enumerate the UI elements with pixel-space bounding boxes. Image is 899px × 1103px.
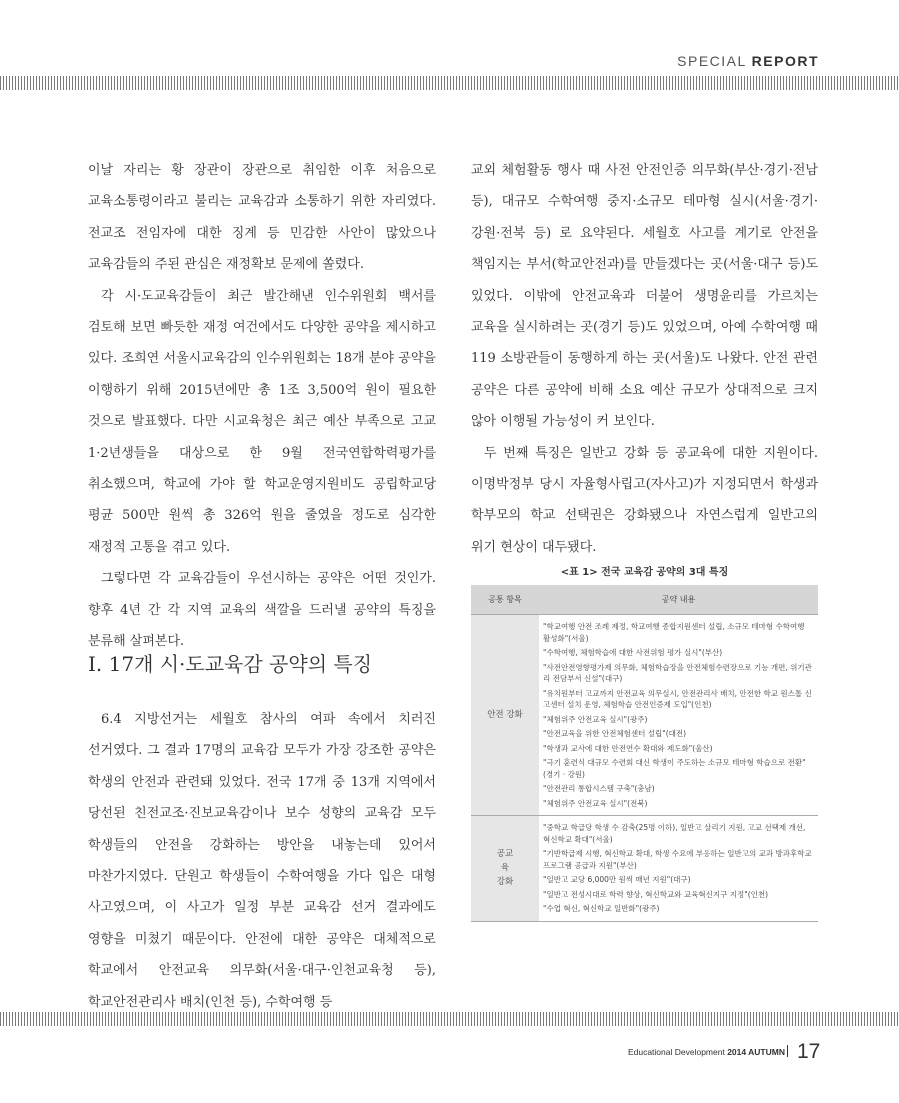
- footer-issue: 2014 AUTUMN: [727, 1047, 785, 1057]
- paragraph: 6.4 지방선거는 세월호 참사의 여파 속에서 치러진 선거였다. 그 결과 17명의 교육감 모두가 가장 강조한 공약은 학생의 안전과 관련돼 있었다. 전국 17개 중 13개 지역에서 당선된 친전교조·진보교육감이나 보수 성향의 교육감 모두 학생들의 안전을 강화하는 방안을 내놓는데 있어서 마찬가지였다. 단원고 학생들이 수학여행을 가다 입은 대형 사고였으며, 이 사고가 일정 부분 교육감 선거 결과에도 영향을 미쳤기 때문이다. 안전에 대한 공약은 대체적으로 학교에서 안전교육 의무화(서울·대구·인천교육청 등), 학교안전관리사 배치(인천 등), 수학여행 등: [88, 712, 436, 1010]
- table-caption: <표 1> 전국 교육감 공약의 3대 특징: [560, 567, 729, 578]
- section-header: [677, 53, 819, 69]
- table-item: "극기 훈련식 대규모 수련회 대신 학생이 주도하는 소규모 테마형 학습으로 전환"(경기 · 강원): [543, 758, 806, 779]
- left-column-lower: [88, 704, 436, 1018]
- table-item: "일반고 교당 6,000만 원씩 매년 지원"(대구): [543, 875, 691, 884]
- table-category-cell: [471, 816, 539, 922]
- paragraph: 교외 체험활동 행사 때 사전 안전인증 의무화(부산·경기·전남 등), 대규모 수학여행 중지·소규모 테마형 실시(서울·경기·강원·전북 등) 로 요약된다. 세월호 사고를 계기로 안전을 책임지는 부서(학교안전과)를 만들겠다는 곳(서울·대구 등)도 있었다. 이밖에 안전교육과 더불어 생명윤리를 가르치는 교육을 실시하려는 곳(경기 등)도 있었으며, 아예 수학여행 때 119 소방관들이 동행하게 하는 곳(서울)도 나왔다. 안전 관련 공약은 다른 공약에 비해 소요 예산 규모가 상대적으로 크지 않아 이행될 가능성이 커 보인다.: [471, 163, 818, 430]
- table-item: "체험위주 안전교육 실시"(전북): [543, 798, 648, 808]
- table-header-content: 공약 내용: [539, 585, 818, 615]
- bottom-stripe-divider: [0, 1012, 899, 1026]
- table-item: "일반고 전성시대로 학력 향상, 혁신학교와 교육혁신지구 지정"(인천): [543, 889, 769, 899]
- footer-magazine: Educational Development: [627, 1047, 725, 1057]
- footer-divider: [787, 1045, 788, 1057]
- page-number: 17: [797, 1040, 821, 1063]
- category-label: 공교육 강화: [496, 849, 514, 888]
- section-header-bold: REPORT: [751, 53, 819, 69]
- table-header-category: 공통 항목: [471, 585, 539, 615]
- section-title: I. 17개 시·도교육감 공약의 특징: [88, 652, 373, 676]
- paragraph: 두 번째 특징은 일반고 강화 등 공교육에 대한 지원이다. 이명박정부 당시 자율형사립고(자사고)가 지정되면서 학생과 학부모의 학교 선택권은 강화됐으나 자연스럽게 일반고의 위기 현상이 대두됐다.: [471, 445, 818, 555]
- table-item: "수업 혁신, 혁신학교 일반화"(광주): [543, 904, 660, 913]
- table-item: "사전안전영향평가제 의무화, 체험학습장을 안전체험수련장으로 기능 개편, 위기관리 전담부서 신설"(대구): [543, 662, 812, 683]
- pledge-table: [471, 585, 818, 922]
- paragraph: 그렇다면 각 교육감들이 우선시하는 공약은 어떤 것인가. 향후 4년 간 각 지역 교육의 색깔을 드러낼 공약의 특징을 분류해 살펴본다.: [88, 571, 436, 650]
- table-row-safety: [471, 615, 818, 816]
- paragraph: 이날 자리는 황 장관이 장관으로 취임한 이후 처음으로 교육소통령이라고 불리는 교육감과 소통하기 위한 자리였다. 전교조 전임자에 대한 징계 등 민감한 사안이 많았으나 교육감들의 주된 관심은 재정확보 문제에 쏠렸다.: [88, 163, 436, 273]
- table-items-cell: [539, 615, 818, 816]
- table-item: "안전관리 통합시스템 구축"(충남): [543, 784, 655, 793]
- table-items-cell: [539, 816, 818, 922]
- paragraph: 각 시·도교육감들이 최근 발간해낸 인수위원회 백서를 검토해 보면 빠듯한 재정 여건에서도 다양한 공약을 제시하고 있다. 조희연 서울시교육감의 인수위원회는 18개 분야 공약을 이행하기 위해 2015년에만 총 1조 3,500억 원이 필요한 것으로 발표했다. 다만 시교육청은 최근 예산 부족으로 고교 1·2년생들을 대상으로 한 9월 전국연합학력평가를 취소했으며, 학교에 가야 할 학교운영지원비도 공립학교당 평균 500만 원씩 총 326억 원을 줄였을 정도로 심각한 재정적 고통을 겪고 있다.: [88, 288, 436, 555]
- table-item: "수학여행, 체험학습에 대한 사전위험 평가 실시"(부산): [543, 648, 723, 657]
- table-item: "체험위주 안전교육 실시"(광주): [543, 714, 648, 724]
- table-category-cell: 안전 강화: [471, 615, 539, 816]
- table-header-row: [471, 585, 818, 615]
- top-stripe-divider: [0, 76, 899, 90]
- table-item: "유치원부터 고교까지 안전교육 의무실시, 안전관리사 배치, 안전한 학교 원스톱 신고센터 설치 운영, 체험학습 안전인증제 도입"(인천): [543, 688, 812, 709]
- table-item: "학생과 교사에 대한 안전연수 확대와 제도화"(울산): [543, 743, 713, 753]
- left-column: [88, 155, 436, 658]
- table-row-public-education: [471, 816, 818, 922]
- table-item: "중학교 학급당 학생 수 감축(25명 이하), 일반고 살리기 지원, 고교 선택제 개선, 혁신학교 확대"(서울): [543, 823, 806, 844]
- right-column: [471, 155, 818, 563]
- section-header-light: SPECIAL: [677, 53, 747, 69]
- table-item: "안전교육을 위한 안전체험센터 설립"(대전): [543, 729, 687, 738]
- footer-publication: [628, 1047, 785, 1057]
- table-item: "학교여행 안전 조례 제정, 학교여행 종합지원센터 설립, 소규모 테마형 수학여행 활성화"(서울): [543, 622, 805, 643]
- table-item: "기반학급제 시행, 혁신학교 확대, 학생 수요에 부응하는 일반고의 교과 방과후학교 프로그램 공급과 지원"(부산): [543, 849, 812, 870]
